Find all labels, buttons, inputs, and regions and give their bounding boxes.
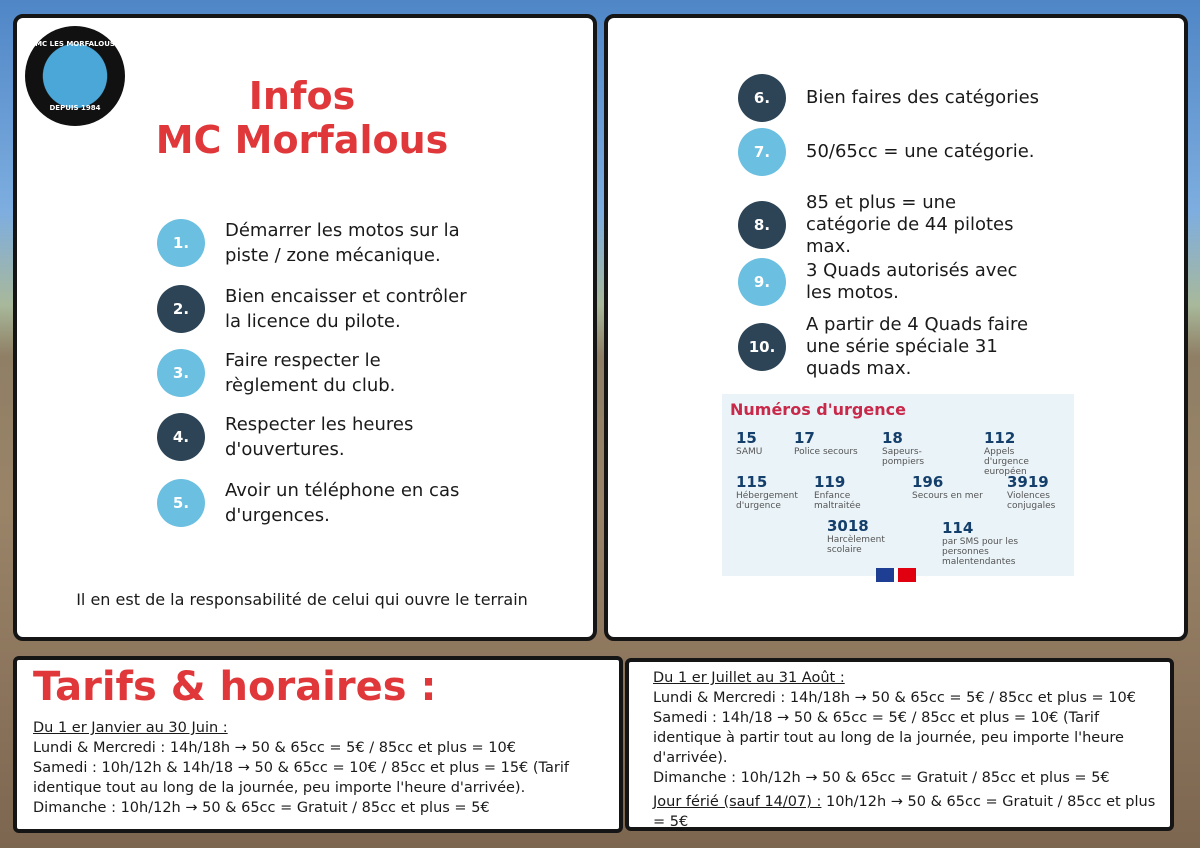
number-badge: 4.: [157, 413, 205, 461]
number-badge: 1.: [157, 219, 205, 267]
item-text: Démarrer les motos sur la piste / zone mécanique.: [225, 220, 460, 266]
list-item: [157, 478, 475, 528]
logo-text-top: MC LES MORFALOUS: [35, 40, 115, 48]
list-item: [738, 192, 1046, 258]
list-item: [738, 314, 1046, 380]
list-item: [157, 218, 475, 268]
number-badge: 7.: [738, 128, 786, 176]
period-heading: Du 1 er Juillet au 31 Août :: [653, 670, 845, 686]
item-text: Faire respecter le règlement du club.: [225, 350, 396, 396]
emergency-number: [912, 474, 983, 501]
tarif-line: Dimanche : 10h/12h → 50 & 65cc = Gratuit / 85cc et plus = 5€: [653, 770, 1110, 786]
number-badge: 3.: [157, 349, 205, 397]
item-text: A partir de 4 Quads faire une série spéciale 31 quads max.: [806, 314, 1029, 379]
emergency-number: [736, 430, 762, 457]
list-item: [738, 74, 1046, 122]
number-value: 3018: [827, 517, 869, 535]
emergency-number: [1007, 474, 1074, 511]
emergency-number: [736, 474, 811, 511]
number-badge: 5.: [157, 479, 205, 527]
tarif-line: Samedi : 14h/18 → 50 & 65cc = 5€ / 85cc et plus = 10€ (Tarif identique à partir tout au long de la journée, peu importe l'heure d'arrivée).: [653, 710, 1124, 766]
item-text: Respecter les heures d'ouvertures.: [225, 414, 414, 460]
item-text: 85 et plus = une catégorie de 44 pilotes max.: [806, 192, 1014, 257]
number-label: Appels d'urgence européen: [984, 447, 1029, 477]
tarifs-panel-2: [625, 658, 1174, 831]
period-heading: Du 1 er Janvier au 30 Juin :: [33, 720, 228, 736]
emergency-number: [794, 430, 858, 457]
title-line2: MC Morfalous: [155, 118, 449, 162]
emergency-number: [882, 430, 957, 467]
number-value: 17: [794, 429, 815, 447]
list-item: [157, 284, 475, 334]
page-title: [17, 74, 587, 162]
number-value: 112: [984, 429, 1016, 447]
emergency-number: [984, 430, 1059, 477]
number-badge: 2.: [157, 285, 205, 333]
emergency-title: Numéros d'urgence: [730, 400, 906, 419]
number-label: SAMU: [736, 447, 763, 457]
number-value: 114: [942, 519, 974, 537]
number-badge: 10.: [738, 323, 786, 371]
number-label: par SMS pour les personnes malentendantes: [942, 537, 1019, 567]
item-text: 3 Quads autorisés avec les motos.: [806, 260, 1018, 303]
tarif-line: Lundi & Mercredi : 14h/18h → 50 & 65cc = 5€ / 85cc et plus = 10€: [653, 690, 1136, 706]
item-text: Avoir un téléphone en cas d'urgences.: [225, 480, 460, 526]
holiday-label: Jour férié (sauf 14/07) :: [653, 794, 822, 810]
number-badge: 6.: [738, 74, 786, 122]
list-item: [738, 258, 1046, 306]
list-item: [157, 348, 475, 398]
logo-text-bottom: DEPUIS 1984: [49, 104, 101, 112]
french-flag-icon: [876, 568, 916, 582]
number-value: 196: [912, 473, 944, 491]
number-label: Hébergement d'urgence: [736, 491, 798, 511]
tarifs-panel-1: [13, 656, 623, 833]
rules-panel: [604, 14, 1188, 641]
emergency-numbers: [722, 394, 1074, 576]
emergency-number: [814, 474, 889, 511]
number-label: Sapeurs-pompiers: [882, 447, 925, 467]
title-line1: Infos: [248, 74, 356, 118]
number-label: Secours en mer: [912, 491, 983, 501]
emergency-number: [827, 518, 902, 555]
number-label: Violences conjugales: [1007, 491, 1056, 511]
tarif-line: Dimanche : 10h/12h → 50 & 65cc = Gratuit / 85cc et plus = 5€: [33, 800, 490, 816]
infos-panel: [13, 14, 597, 641]
list-item: [157, 412, 475, 462]
item-text: Bien faires des catégories: [806, 87, 1040, 108]
number-label: Harcèlement scolaire: [827, 535, 885, 555]
list-item: [738, 128, 1046, 176]
number-value: 18: [882, 429, 903, 447]
tarif-line: Lundi & Mercredi : 14h/18h → 50 & 65cc = 5€ / 85cc et plus = 10€: [33, 740, 516, 756]
number-badge: 9.: [738, 258, 786, 306]
tarifs-title: Tarifs & horaires :: [33, 664, 437, 710]
number-value: 3919: [1007, 473, 1049, 491]
number-label: Enfance maltraitée: [814, 491, 861, 511]
item-text: 50/65cc = une catégorie.: [806, 141, 1035, 162]
item-text: Bien encaisser et contrôler la licence du pilote.: [225, 286, 467, 332]
responsibility-note: Il en est de la responsabilité de celui qui ouvre le terrain: [76, 590, 528, 609]
tarif-line: Samedi : 10h/12h & 14h/18 → 50 & 65cc = 10€ / 85cc et plus = 15€ (Tarif identique tout au long de la journée, peu importe l'heure d'arrivée).: [33, 760, 569, 796]
number-value: 119: [814, 473, 846, 491]
number-value: 115: [736, 473, 768, 491]
number-badge: 8.: [738, 201, 786, 249]
holiday-text: 10h/12h → 50 & 65cc = Gratuit / 85cc et plus = 5€: [653, 794, 1156, 830]
emergency-number: [942, 520, 1062, 567]
number-label: Police secours: [794, 447, 858, 457]
number-value: 15: [736, 429, 757, 447]
